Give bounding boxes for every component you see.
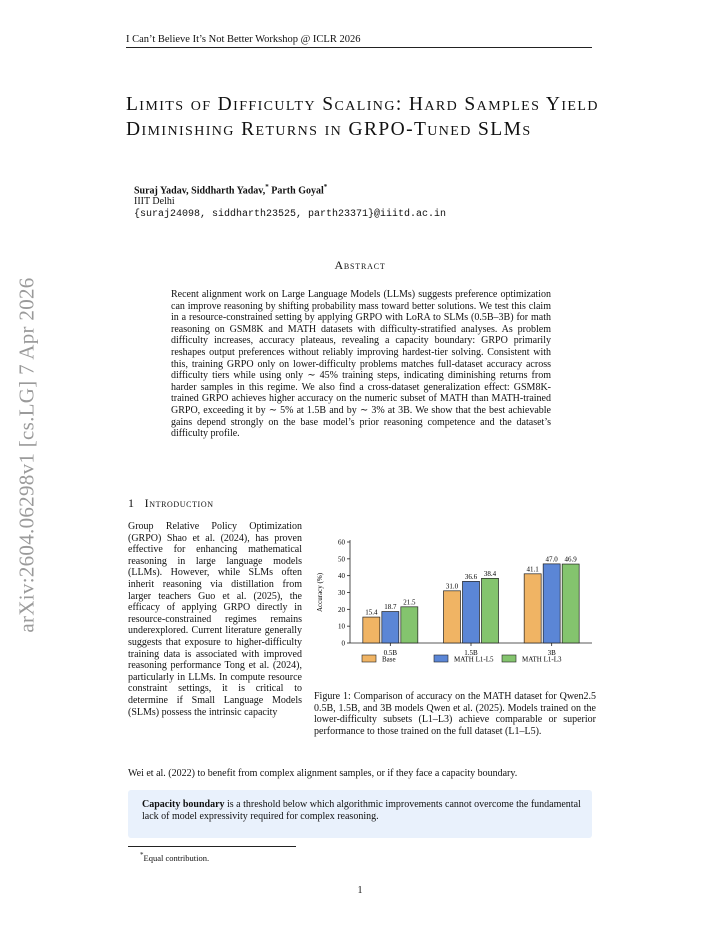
running-header: I Can’t Believe It’s Not Better Workshop @ ICLR 2026 xyxy=(126,34,592,48)
abstract-heading: Abstract xyxy=(334,258,386,272)
equal-contribution-mark-2: * xyxy=(323,183,328,191)
bar-value-label: 46.9 xyxy=(564,555,577,564)
bar xyxy=(482,578,499,643)
arxiv-sidebar-stamp xyxy=(4,265,50,645)
definition-body: is a threshold below which algorithmic improvements cannot overcome the fundamental lack of model expressivity required for complex reasoning. xyxy=(142,799,581,822)
legend-swatch xyxy=(362,655,376,662)
bar xyxy=(463,581,480,643)
x-tick-label: 3B xyxy=(547,649,556,657)
footnote xyxy=(140,851,209,863)
section-title: Introduction xyxy=(144,496,214,510)
bar xyxy=(382,612,399,643)
x-tick-label: 1.5B xyxy=(464,649,478,657)
bar-value-label: 38.4 xyxy=(483,569,497,578)
legend-label: Base xyxy=(382,655,396,664)
y-tick-label: 10 xyxy=(338,622,345,631)
abstract-text: Recent alignment work on Large Language Models (LLMs) suggests preference optimization can improve reasoning by shifting probability mass toward better solutions. We test this claim in a resource-constrained setting by applying GRPO with LoRA to SLMs (0.5B–3B) for math reasoning on GSM8K and MATH datasets with difficulty-stratified analyses. As problem difficulty increases, accuracy plateaus, revealing a capacity boundary: GRPO primarily reshapes output preferences without reliably improving hardest-tier solving. Consistent with this, training GRPO only on lower-difficulty problems matches full-dataset accuracy across difficulty tiers while using only ∼ 45% training steps, indicating diminishing returns from harder samples in this regime. We also find a cross-dataset generalization effect: GSM8K-trained GRPO achieves higher accuracy on the numeric subset of MATH than MATH-trained GRPO, exceeding it by ∼ 5% at 1.5B and by ∼ 3% at 3B. We show that the best achievable gains depend strongly on the base model’s prior reasoning competence and the dataset’s difficulty profile. xyxy=(171,289,551,440)
figure-caption: Figure 1: Comparison of accuracy on the MATH dataset for Qwen2.5 0.5B, 1.5B, and 3B models Qwen et al. (2025). Models trained on the lower-difficulty subsets (L1–L3) achieve comparable or superior performance to those trained on the full dataset (L1–L5). xyxy=(314,691,596,737)
bar xyxy=(363,617,380,643)
intro-paragraph: Group Relative Policy Optimization (GRPO) Shao et al. (2024), has proven effective for enhancing mathematical reasoning in large language models (LLMs). However, while SLMs often inherit reasoning via distillation from larger teachers Guo et al. (2025), the efficacy of applying GRPO directly in resource-constrained regimes remains underexplored. Current literature generally suggests that exposure to higher-difficulty training data is associated with improved reasoning performance Tong et al. (2024), particularly in LLMs. In compute resource constraint settings, it is critical to determine if Small Language Models (SLMs) possess the intrinsic capacity xyxy=(128,521,302,718)
x-tick-label: 0.5B xyxy=(383,649,398,657)
bar-value-label: 41.1 xyxy=(526,565,539,574)
y-tick-label: 0 xyxy=(341,639,345,648)
bar xyxy=(444,591,461,643)
y-tick-label: 50 xyxy=(338,555,345,564)
footnote-rule xyxy=(128,846,296,847)
legend-swatch xyxy=(502,655,516,662)
definition-text xyxy=(142,799,582,823)
paper-title: Limits of Difficulty Scaling: Hard Samples Yield Diminishing Returns in GRPO-Tuned SLMs xyxy=(126,94,599,140)
bar-value-label: 31.0 xyxy=(445,582,459,591)
y-axis-label: Accuracy (%) xyxy=(316,572,324,613)
y-tick-label: 30 xyxy=(338,589,345,597)
page-number: 1 xyxy=(357,885,363,896)
equal-contribution-mark: * xyxy=(265,183,269,191)
author-name-last: Parth Goyal xyxy=(268,185,324,197)
accuracy-bar-chart xyxy=(312,536,598,678)
arxiv-id-text: arXiv:2604.06298v1 [cs.LG] 7 Apr 2026 xyxy=(14,277,39,633)
intro-paragraph-continuation: Wei et al. (2022) to benefit from complex alignment samples, or if they face a capacity boundary. xyxy=(128,768,518,779)
bar-value-label: 36.6 xyxy=(464,572,478,581)
author-names: Suraj Yadav, Siddharth Yadav, xyxy=(134,185,266,197)
bar-value-label: 47.0 xyxy=(545,555,558,564)
legend-label: MATH L1-L3 xyxy=(522,655,562,664)
bar xyxy=(401,607,418,643)
y-tick-label: 20 xyxy=(338,605,345,614)
legend-swatch xyxy=(434,655,448,662)
bar-value-label: 15.4 xyxy=(365,608,378,617)
footnote-mark: * xyxy=(140,851,144,859)
author-emails: {suraj24098, siddharth23525, parth23371}@iiitd.ac.in xyxy=(134,209,447,220)
bar-value-label: 18.7 xyxy=(384,603,397,612)
legend-label: MATH L1-L5 xyxy=(454,655,494,664)
footnote-text: Equal contribution. xyxy=(143,852,210,863)
y-tick-label: 60 xyxy=(338,538,345,547)
section-heading xyxy=(128,496,214,511)
author-list xyxy=(134,183,327,196)
bar-value-label: 21.5 xyxy=(403,598,416,607)
definition-term: Capacity boundary xyxy=(142,799,225,810)
affiliation: IIIT Delhi xyxy=(134,196,175,207)
bar xyxy=(562,564,579,643)
bar xyxy=(524,574,541,643)
y-tick-label: 40 xyxy=(338,572,345,581)
bar xyxy=(543,564,560,643)
section-number: 1 xyxy=(128,496,135,510)
